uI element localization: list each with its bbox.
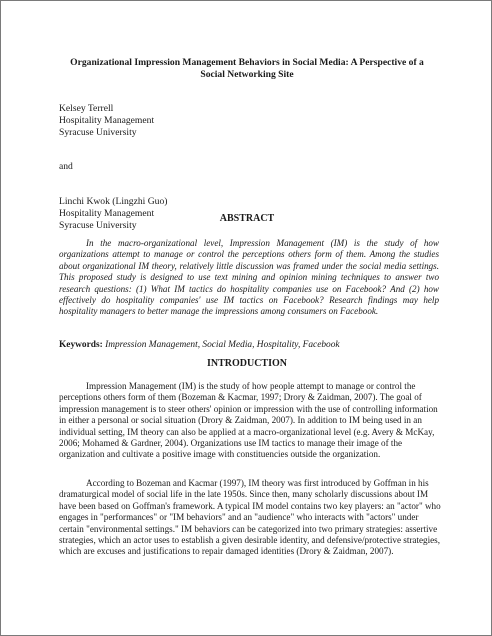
author1-dept: Hospitality Management (59, 114, 155, 126)
introduction-heading: INTRODUCTION (206, 358, 287, 369)
keywords-line (59, 340, 439, 351)
keywords-text: Impression Management, Social Media, Hospitality, Facebook (105, 340, 340, 350)
author2-name: Linchi Kwok (Lingzhi Guo) (59, 196, 168, 208)
intro-paragraph-2: According to Bozeman and Kacmar (1997), IM theory was first introduced by Goffman in his dramaturgical model of social life in the late 1950s. Since then, many scholarly discussions about IM have been based on Goffman's framework. A typical IM model contains two key players: an "actor" who engages in "performances" or "IM behaviors" and an "audience" who interacts with "actors" under certain "environmental settings." IM behaviors can be categorized into two primary strategies: assertive strategies, which an actor uses to establish a given desirable identity, and defensive/protective strategies, which are excuses and justifications to repair damaged identities (Drory & Zaidman, 2007). (59, 478, 441, 557)
abstract-heading: ABSTRACT (219, 213, 275, 224)
abstract-text: In the macro-organizational level, Impression Management (IM) is the study of how organizations attempt to manage or control the perceptions others form of them. Among the studies about organizational IM theory, relatively little discussion was framed under the social media settings. This proposed study is designed to use text mining and opinion mining techniques to answer two research questions: (1) What IM tactics do hospitality companies use on Facebook? And (2) how effectively do hospitality companies' use IM tactics on Facebook? Research findings may help hospitality managers to better manage the impressions among consumers on Facebook. (59, 238, 439, 317)
author1-univ: Syracuse University (59, 126, 137, 138)
author1-name: Kelsey Terrell (59, 103, 114, 114)
keywords-label: Keywords: (59, 340, 103, 350)
author2-univ: Syracuse University (59, 219, 137, 231)
author2-dept: Hospitality Management (59, 207, 155, 219)
and-text: and (59, 161, 73, 173)
intro-paragraph-1: Impression Management (IM) is the study of how people attempt to manage or control the perceptions others form of them (Bozeman & Kacmar, 1997; Drory & Zaidman, 2007). The goal of impression management is to steer others' opinion or impression with the use of controlling information in either a personal or social situation (Drory & Zaidman, 2007). In addition to IM being used in an individual setting, IM theory can also be applied at a macro-organizational level (e.g. Avery & McKay, 2006; Mohamed & Gardner, 2004). Organizations use IM tactics to manage their image of the organization and cultivate a positive image with constituencies outside the organization. (59, 381, 438, 460)
paper-title: Organizational Impression Management Behaviors in Social Media: A Perspective of a Social Networking Site (70, 57, 424, 80)
